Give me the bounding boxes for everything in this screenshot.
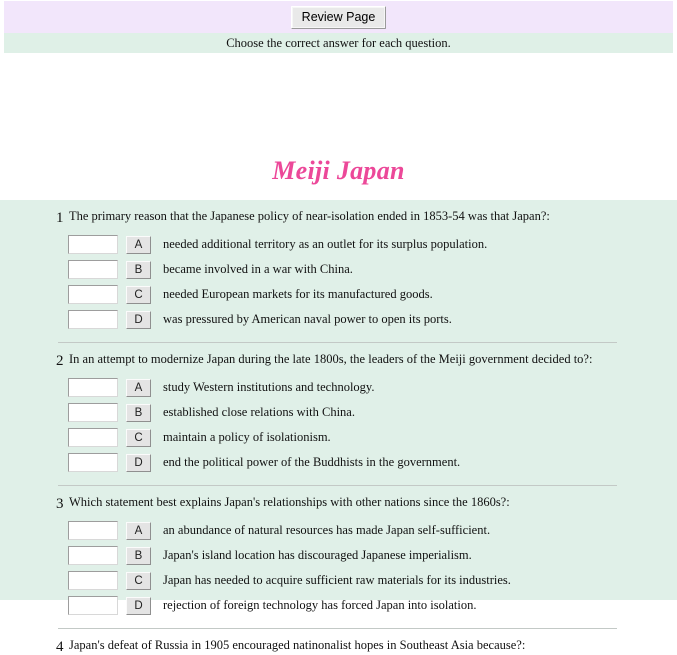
option-text: became involved in a war with China.	[163, 262, 353, 276]
question-number: 1	[56, 210, 64, 226]
option-text: rejection of foreign technology has forced Japan into isolation.	[163, 598, 477, 612]
answer-input[interactable]	[68, 285, 118, 304]
answer-input[interactable]	[68, 403, 118, 422]
question-block	[0, 629, 677, 653]
page-title: Meiji Japan	[272, 156, 405, 185]
option-row	[0, 543, 677, 568]
option-letter-button[interactable]: C	[126, 286, 151, 304]
option-letter-button[interactable]: D	[126, 454, 151, 472]
option-letter-button[interactable]: C	[126, 429, 151, 447]
option-row	[0, 425, 677, 450]
option-letter-button[interactable]: D	[126, 597, 151, 615]
question-prompt: In an attempt to modernize Japan during the late 1800s, the leaders of the Meiji government decided to?:	[69, 352, 593, 366]
question-block	[0, 200, 677, 343]
option-text: study Western institutions and technology.	[163, 380, 375, 394]
option-letter-button[interactable]: A	[126, 379, 151, 397]
option-row	[0, 400, 677, 425]
answer-input[interactable]	[68, 235, 118, 254]
option-text: end the political power of the Buddhists in the government.	[163, 455, 461, 469]
option-row	[0, 450, 677, 475]
option-text: needed additional territory as an outlet for its surplus population.	[163, 237, 488, 251]
option-text: was pressured by American naval power to open its ports.	[163, 312, 452, 326]
instruction-text: Choose the correct answer for each question.	[226, 35, 451, 50]
option-letter-button[interactable]: C	[126, 572, 151, 590]
question-prompt: Japan's defeat of Russia in 1905 encouraged natinonalist hopes in Southeast Asia because?:	[69, 638, 526, 652]
answer-input[interactable]	[68, 453, 118, 472]
option-text: needed European markets for its manufactured goods.	[163, 287, 433, 301]
option-letter-button[interactable]: A	[126, 522, 151, 540]
option-text: Japan has needed to acquire sufficient raw materials for its industries.	[163, 573, 511, 587]
answer-input[interactable]	[68, 428, 118, 447]
option-row	[0, 282, 677, 307]
option-text: Japan's island location has discouraged Japanese imperialism.	[163, 548, 472, 562]
question-prompt: The primary reason that the Japanese policy of near-isolation ended in 1853-54 was that Japan?:	[69, 209, 550, 223]
option-letter-button[interactable]: B	[126, 261, 151, 279]
option-list	[0, 510, 677, 618]
question-number: 3	[56, 496, 64, 512]
answer-input[interactable]	[68, 596, 118, 615]
top-toolbar	[4, 1, 673, 33]
option-row	[0, 232, 677, 257]
option-text: an abundance of natural resources has made Japan self-sufficient.	[163, 523, 491, 537]
question-block	[0, 486, 677, 629]
title-zone	[0, 53, 677, 200]
option-row	[0, 568, 677, 593]
option-row	[0, 518, 677, 543]
instruction-bar	[4, 33, 673, 53]
option-text: established close relations with China.	[163, 405, 355, 419]
option-list	[0, 224, 677, 332]
question-header	[0, 629, 677, 653]
answer-input[interactable]	[68, 260, 118, 279]
option-text: maintain a policy of isolationism.	[163, 430, 331, 444]
answer-input[interactable]	[68, 310, 118, 329]
option-letter-button[interactable]: B	[126, 547, 151, 565]
option-list	[0, 367, 677, 475]
question-block	[0, 343, 677, 486]
question-number: 2	[56, 353, 64, 369]
answer-input[interactable]	[68, 521, 118, 540]
question-header	[0, 486, 677, 510]
question-header	[0, 200, 677, 224]
question-number: 4	[56, 639, 64, 655]
option-row	[0, 307, 677, 332]
answer-input[interactable]	[68, 378, 118, 397]
option-letter-button[interactable]: B	[126, 404, 151, 422]
review-page-button[interactable]: Review Page	[291, 6, 387, 29]
option-row	[0, 257, 677, 282]
option-row	[0, 593, 677, 618]
questions-container	[0, 200, 677, 655]
answer-input[interactable]	[68, 571, 118, 590]
option-row	[0, 375, 677, 400]
question-prompt: Which statement best explains Japan's relationships with other nations since the 1860s?:	[69, 495, 510, 509]
question-header	[0, 343, 677, 367]
option-letter-button[interactable]: D	[126, 311, 151, 329]
answer-input[interactable]	[68, 546, 118, 565]
option-letter-button[interactable]: A	[126, 236, 151, 254]
